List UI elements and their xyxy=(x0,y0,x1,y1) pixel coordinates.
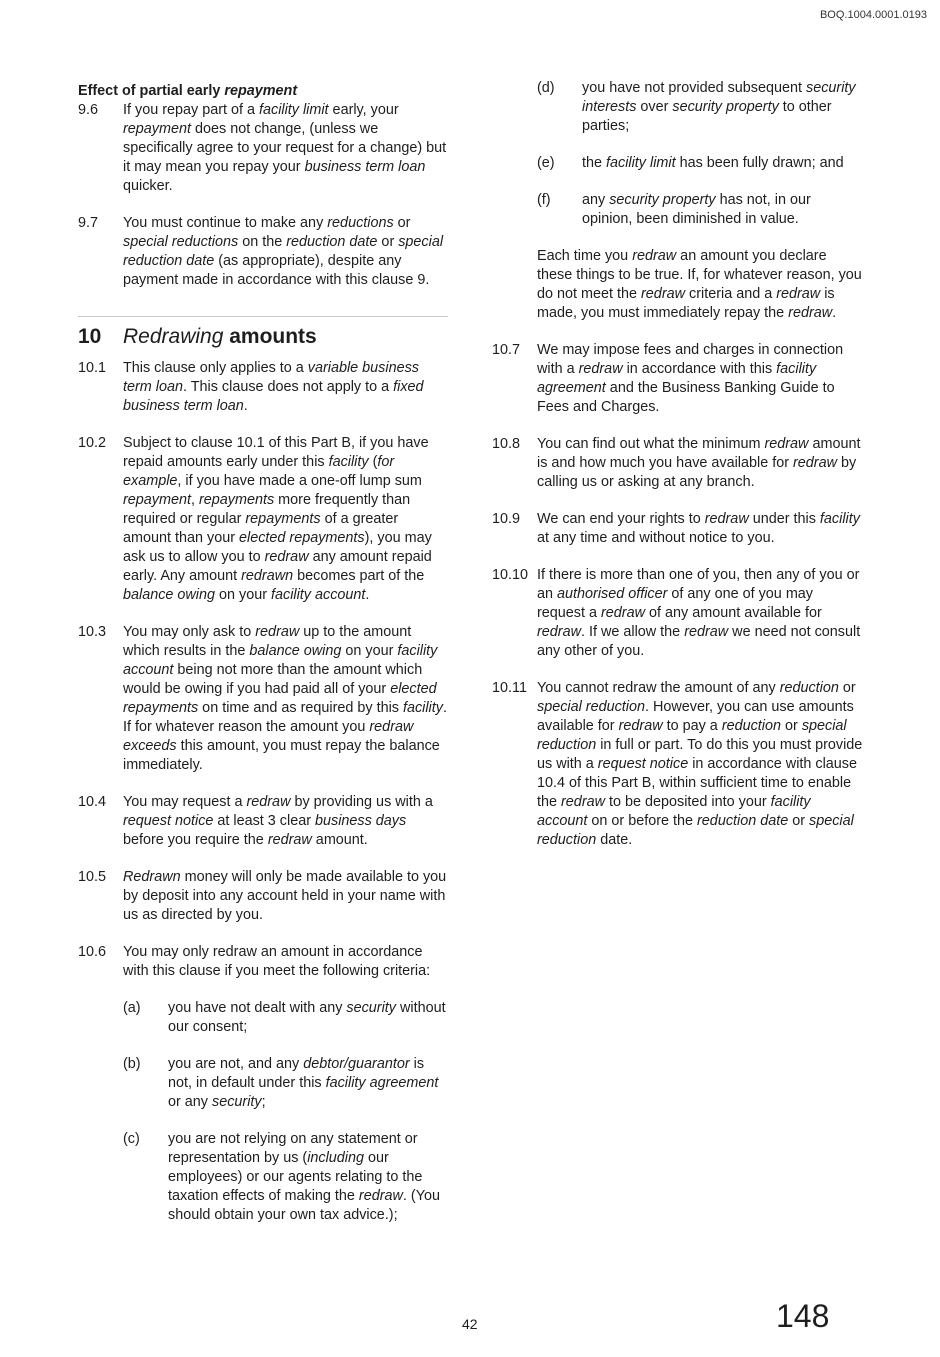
page-number: 42 xyxy=(462,1316,478,1332)
clause-10-11: 10.11 You cannot redraw the amount of any reduction or special reduction. However, you can use amounts available for redraw to pay a reduction or special reduction in full or part. To do this you must provide us with a request notice in accordance with clause 10.4 of this Part B, within sufficient time to enable the redraw to be deposited into your facility account on or before the reduction date or special reduction date. xyxy=(492,680,863,848)
clause-10-6: 10.6 You may only redraw an amount in accordance with this clause if you meet the following criteria: xyxy=(78,944,431,979)
clause-10-9: 10.9 We can end your rights to redraw under this facility at any time and without notice to you. xyxy=(492,511,860,546)
left-column xyxy=(78,82,450,1243)
clause-10-3: 10.3 You may only ask to redraw up to the amount which results in the balance owing on your facility account being not more than the amount which would be owing if you had paid all of your elected repayments on time and as required by this facility. If for whatever reason the amount you redraw exceeds this amount, you must repay the balance immediately. xyxy=(78,624,447,773)
declaration-paragraph: Each time you redraw an amount you declare these things to be true. If, for whatever reason, you do not meet the redraw criteria and a redraw is made, you must immediately repay the redraw. xyxy=(537,248,862,321)
clause-10-5: 10.5 Redrawn money will only be made available to you by deposit into any account held in your name with us as directed by you. xyxy=(78,869,447,923)
clause-10-4: 10.4 You may request a redraw by providing us with a request notice at least 3 clear business days before you require the redraw amount. xyxy=(78,794,433,848)
stamp-number: 148 xyxy=(776,1298,830,1334)
criteria-a: (a) you have not dealt with any security without our consent; xyxy=(123,1000,446,1035)
clause-9-7: 9.7 You must continue to make any reductions or special reductions on the reduction date or special reduction date (as appropriate), despite any payment made in accordance with this clause 9. xyxy=(78,215,444,288)
criteria-f: (f) any security property has not, in our opinion, been diminished in value. xyxy=(537,192,811,227)
criteria-c: (c) you are not relying on any statement or representation by us (including our employees) or our agents relating to the taxation effects of making the redraw. (You should obtain your own tax advice.); xyxy=(123,1131,440,1223)
clause-10-10: 10.10 If there is more than one of you, then any of you or an authorised officer of any one of you may request a redraw of any amount available for redraw. If we allow the redraw we need not consult any other of you. xyxy=(492,567,861,659)
clause-10-2: 10.2 Subject to clause 10.1 of this Part B, if you have repaid amounts early under this facility (for example, if you have made a one-off lump sum repayment, repayments more frequently than required or regular repayments of a greater amount than your elected repayments), you may ask us to allow you to redraw any amount repaid early. Any amount redrawn becomes part of the balance owing on your facility account. xyxy=(78,435,432,603)
section-divider xyxy=(78,316,448,317)
criteria-b: (b) you are not, and any debtor/guarantor is not, in default under this facility agreement or any security; xyxy=(123,1056,439,1110)
clause-10-7: 10.7 We may impose fees and charges in connection with a redraw in accordance with this facility agreement and the Business Banking Guide to Fees and Charges. xyxy=(492,342,844,415)
clause-10-8: 10.8 You can find out what the minimum redraw amount is and how much you have available for redraw by calling us or asking at any branch. xyxy=(492,436,861,490)
criteria-d: (d) you have not provided subsequent security interests over security property to other parties; xyxy=(537,80,856,134)
criteria-e: (e) the facility limit has been fully drawn; and xyxy=(537,155,844,171)
document-id: BOQ.1004.0001.0193 xyxy=(819,9,927,21)
clause-9-6: 9.6 If you repay part of a facility limit early, your repayment does not change, (unless we specifically agree to your request for a change) but it may mean you repay your business term loan quicker. xyxy=(78,102,447,194)
clause-10-1: 10.1 This clause only applies to a variable business term loan. This clause does not apply to a fixed business term loan. xyxy=(78,360,424,414)
sub-heading: Effect of partial early repayment xyxy=(78,83,298,99)
section-heading: 10 Redrawing amounts xyxy=(78,325,317,348)
right-column xyxy=(492,79,864,868)
